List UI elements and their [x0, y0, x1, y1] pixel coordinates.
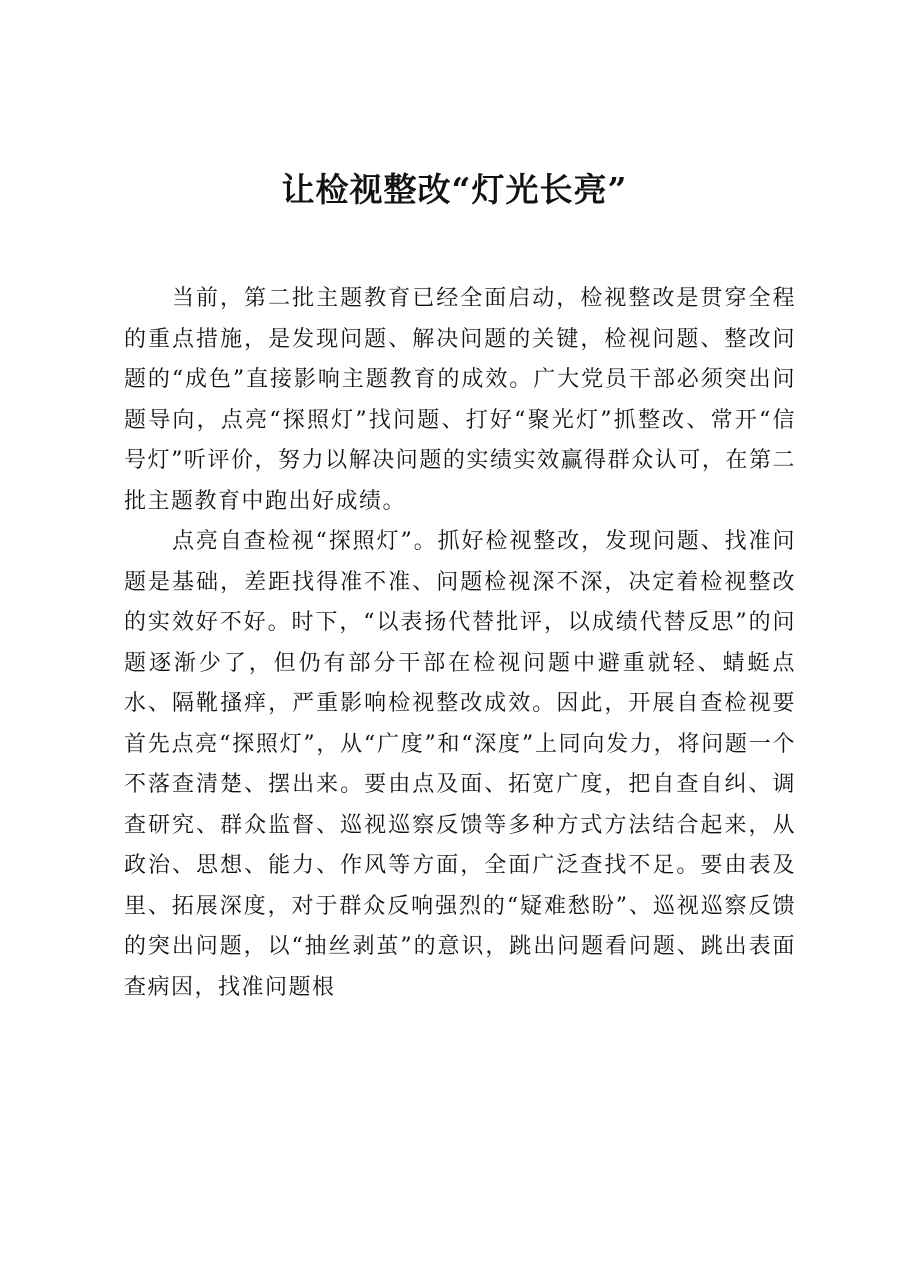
document-body — [124, 279, 796, 1008]
document-title: 让检视整改“灯光长亮” — [281, 170, 628, 209]
paragraph-self-inspection: 点亮自查检视“探照灯”。抓好检视整改，发现问题、找准问题是基础，差距找得准不准、问题检视深不深，决定着检视整改的实效好不好。时下，“以表扬代替批评，以成绩代替反思”的问题逐渐少了，但仍有部分干部在检视问题中避重就轻、蜻蜓点水、隔靴搔痒，严重影响检视整改成效。因此，开展自查检视要首先点亮“探照灯”，从“广度”和“深度”上同向发力，将问题一个不落查清楚、摆出来。要由点及面、拓宽广度，把自查自纠、调查研究、群众监督、巡视巡察反馈等多种方式方法结合起来，从政治、思想、能力、作风等方面，全面广泛查找不足。要由表及里、拓展深度，对于群众反响强烈的“疑难愁盼”、巡视巡察反馈的突出问题，以“抽丝剥茧”的意识，跳出问题看问题、跳出表面查病因，找准问题根 — [124, 529, 796, 1000]
paragraph-intro: 当前，第二批主题教育已经全面启动，检视整改是贯穿全程的重点措施，是发现问题、解决问题的关键，检视问题、整改问题的“成色”直接影响主题教育的成效。广大党员干部必须突出问题导向，点亮“探照灯”找问题、打好“聚光灯”抓整改、常开“信号灯”听评价，努力以解决问题的实绩实效赢得群众认可，在第二批主题教育中跑出好成绩。 — [124, 286, 796, 514]
